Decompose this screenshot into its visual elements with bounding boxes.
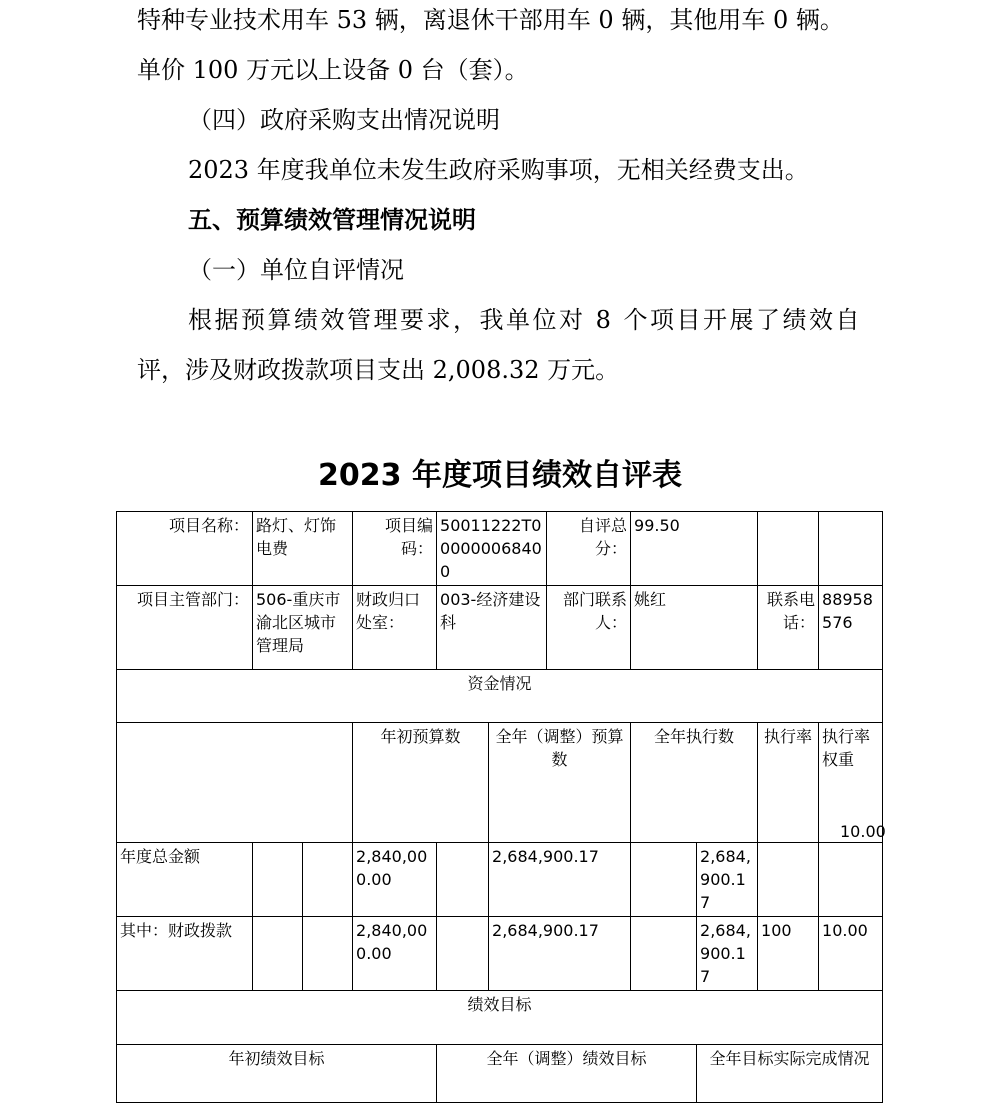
project-name-label: 项目名称： xyxy=(117,512,253,586)
project-code-label: 项目编码： xyxy=(353,512,437,586)
funds-section-header: 资金情况 xyxy=(117,670,883,723)
total-weight xyxy=(819,843,883,917)
fiscal-rate: 100 xyxy=(758,917,819,991)
paragraph-procurement: 2023 年度我单位未发生政府采购事项，无相关经费支出。 xyxy=(188,156,809,184)
empty-cell xyxy=(437,843,489,917)
performance-table xyxy=(116,511,883,1103)
finance-value: 003-经济建设科 xyxy=(437,586,547,670)
empty-cell xyxy=(253,843,303,917)
col-adjusted-budget: 全年（调整）预算数 xyxy=(489,723,631,843)
dept-label: 项目主管部门： xyxy=(117,586,253,670)
total-adjusted: 2,684,900.17 xyxy=(489,843,631,917)
empty-cell xyxy=(303,917,353,991)
row-label-fiscal: 其中：财政拨款 xyxy=(117,917,253,991)
col-initial-goal: 年初绩效目标 xyxy=(117,1045,437,1103)
paragraph-vehicles: 特种专业技术用车 53 辆，离退休干部用车 0 辆，其他用车 0 辆。 xyxy=(137,6,844,34)
empty-cell xyxy=(253,917,303,991)
total-initial: 2,840,000.00 xyxy=(353,843,437,917)
paragraph-self-eval-1: 根据预算绩效管理要求，我单位对 8 个项目开展了绩效自 xyxy=(188,306,863,334)
contact-value: 姚红 xyxy=(631,586,758,670)
table-row xyxy=(117,586,883,670)
col-initial-budget: 年初预算数 xyxy=(353,723,489,843)
paragraph-self-eval-2: 评，涉及财政拨款项目支出 2,008.32 万元。 xyxy=(137,356,620,384)
table-row xyxy=(117,991,883,1045)
empty-cell xyxy=(631,843,697,917)
total-executed: 2,684,900.17 xyxy=(697,843,758,917)
fiscal-initial: 2,840,000.00 xyxy=(353,917,437,991)
empty-cell xyxy=(303,843,353,917)
heading-self-eval: （一）单位自评情况 xyxy=(188,256,404,284)
col-executed: 全年执行数 xyxy=(631,723,758,843)
col-actual-completion: 全年目标实际完成情况 xyxy=(697,1045,883,1103)
table-row xyxy=(117,512,883,586)
table-title: 2023 年度项目绩效自评表 xyxy=(318,458,682,493)
project-code-value: 50011222T000000068400 xyxy=(437,512,547,586)
empty-cell xyxy=(758,512,819,586)
table-row xyxy=(117,843,883,917)
paragraph-equipment: 单价 100 万元以上设备 0 台（套）。 xyxy=(137,56,529,84)
table-row xyxy=(117,670,883,723)
col-rate-weight: 执行率权重 xyxy=(819,723,883,843)
empty-cell xyxy=(437,917,489,991)
fiscal-executed: 2,684,900.17 xyxy=(697,917,758,991)
row-label-total: 年度总金额 xyxy=(117,843,253,917)
fiscal-weight: 10.00 xyxy=(819,917,883,991)
col-rate: 执行率 xyxy=(758,723,819,843)
table-row xyxy=(117,917,883,991)
fiscal-score: 10.00 xyxy=(840,822,886,841)
table-row xyxy=(117,1045,883,1103)
goals-section-header: 绩效目标 xyxy=(117,991,883,1045)
finance-label: 财政归口处室： xyxy=(353,586,437,670)
contact-label: 部门联系人： xyxy=(547,586,631,670)
self-score-value: 99.50 xyxy=(631,512,758,586)
total-rate xyxy=(758,843,819,917)
col-adjusted-goal: 全年（调整）绩效目标 xyxy=(437,1045,697,1103)
phone-value: 88958576 xyxy=(819,586,883,670)
phone-label: 联系电话： xyxy=(758,586,819,670)
project-name-value: 路灯、灯饰电费 xyxy=(253,512,353,586)
empty-cell xyxy=(631,917,697,991)
table-row xyxy=(117,723,883,843)
empty-cell xyxy=(819,512,883,586)
heading-procurement: （四）政府采购支出情况说明 xyxy=(188,106,500,134)
self-score-label: 自评总分： xyxy=(547,512,631,586)
empty-cell xyxy=(117,723,353,843)
dept-value: 506-重庆市渝北区城市管理局 xyxy=(253,586,353,670)
fiscal-adjusted: 2,684,900.17 xyxy=(489,917,631,991)
heading-performance: 五、预算绩效管理情况说明 xyxy=(188,206,476,234)
